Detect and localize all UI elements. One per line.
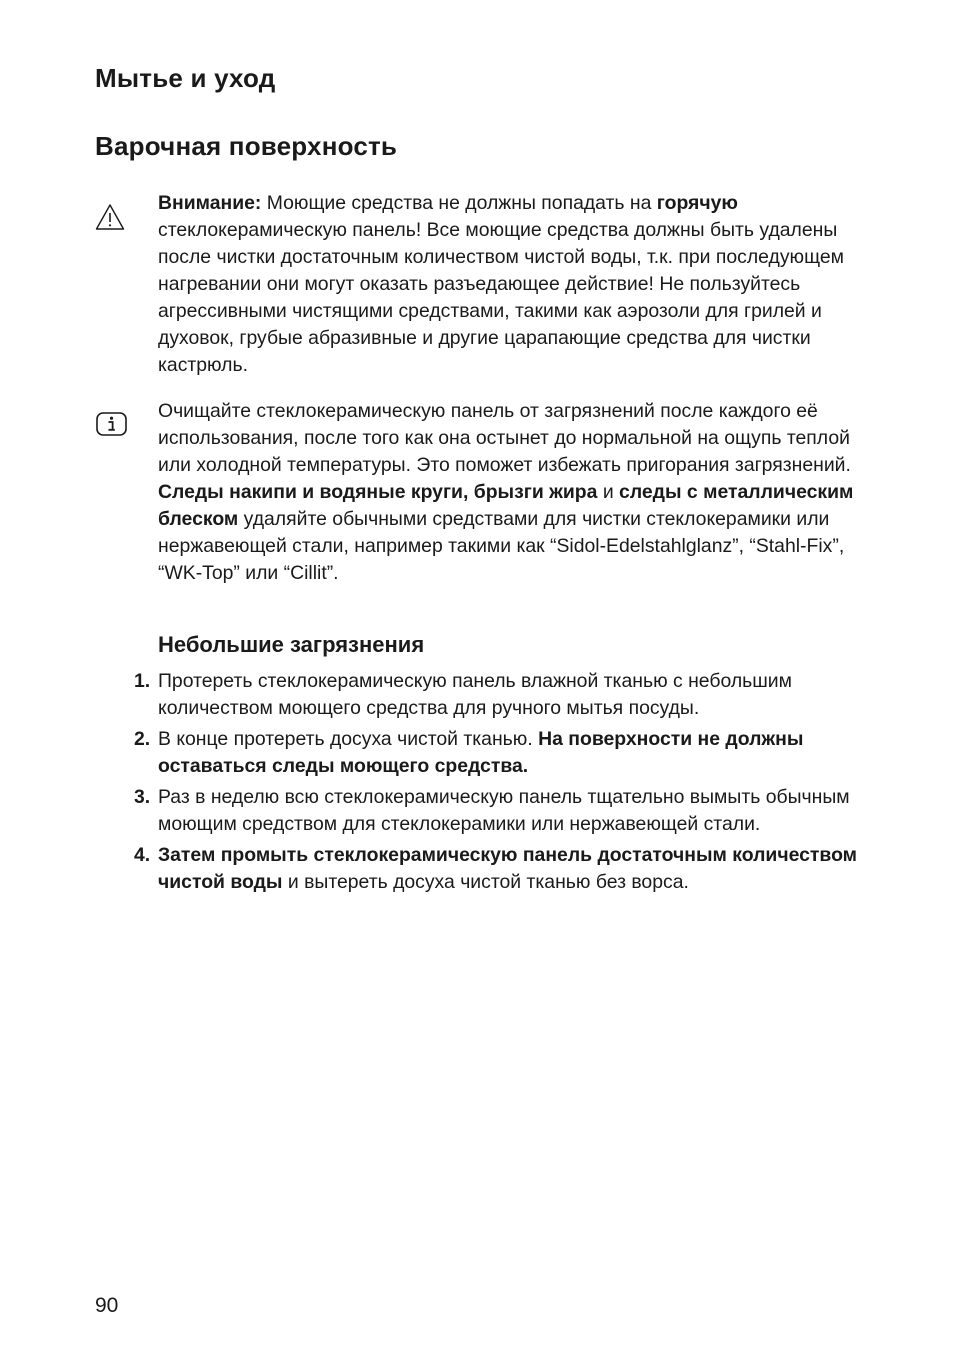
- subsection-title: Небольшие загрязнения: [158, 632, 425, 657]
- list-item: 4. Затем промыть стеклокерамическую панель достаточным количеством чистой воды и вытереть досуха чистой тканью без ворса.: [134, 844, 857, 893]
- warning-label: Внимание:: [158, 192, 262, 214]
- step-number: 1.: [134, 670, 151, 692]
- step-number: 2.: [134, 728, 151, 750]
- step-number: 3.: [134, 786, 151, 808]
- list-item: 2. В конце протереть досуха чистой тканью. На поверхности не должны оставаться следы моющего средства.: [134, 728, 804, 777]
- warning-triangle-icon: [95, 203, 125, 231]
- steps-list: [0, 668, 860, 900]
- step-number: 4.: [134, 844, 151, 866]
- info-paragraph-stains: Следы накипи и водяные круги, брызги жира и следы с металлическим блеском удаляйте обычными средствами для чистки стеклокерамики или нержавеющей стали, например такими как “Sidol-Edelstahlglanz”, “Stahl-Fix”, “WK-Top” или “Cillit”.: [158, 481, 854, 584]
- page-title: Мытье и уход: [95, 63, 276, 93]
- page-number: 90: [95, 1294, 119, 1317]
- warning-paragraph: Внимание: Моющие средства не должны попадать на горячую стеклокерамическую панель! Все моющие средства должны быть удалены после чистки достаточным количеством чистой воды, т.к. при последующем нагревании они могут оказать разъедающее действие! Не пользуйтесь агрессивными чистящими средствами, такими как аэрозоли для грилей и духовок, грубые абразивные и другие царапающие средства для чистки кастрюль.: [158, 192, 844, 376]
- info-icon: [96, 412, 127, 436]
- info-block: [158, 398, 858, 587]
- list-item: 3. Раз в неделю всю стеклокерамическую панель тщательно вымыть обычным моющим средством для стеклокерамики или нержавеющей стали.: [134, 786, 850, 835]
- section-title: Варочная поверхность: [95, 131, 398, 161]
- list-item: 1. Протереть стеклокерамическую панель влажной тканью с небольшим количеством моющего средства для ручного мытья посуды.: [134, 670, 792, 719]
- info-paragraph: Очищайте стеклокерамическую панель от загрязнений после каждого её использования, после того как она остынет до нормальной на ощупь теплой или холодной температуры. Это поможет избежать пригорания загрязнений.: [158, 400, 851, 476]
